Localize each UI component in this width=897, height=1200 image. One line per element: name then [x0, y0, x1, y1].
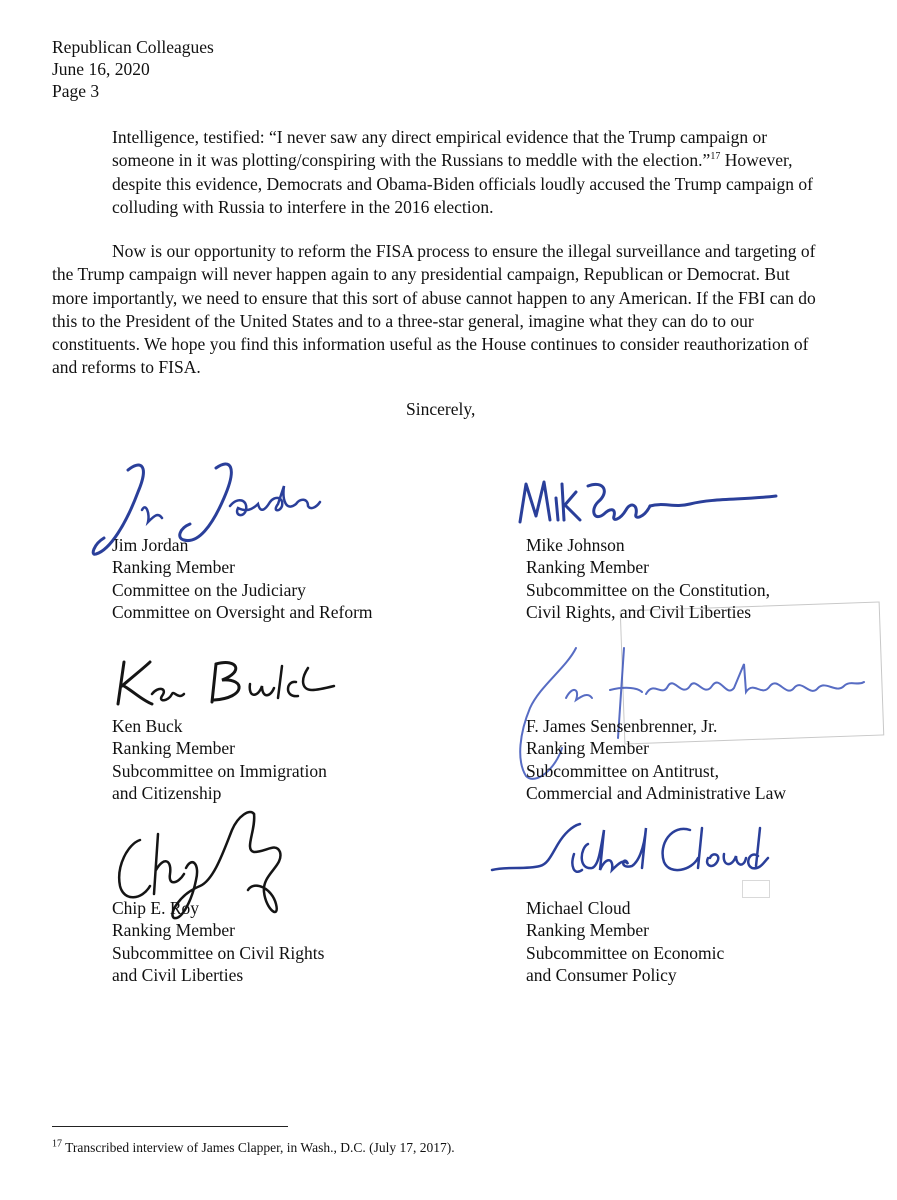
- signer-title: Ranking Member: [112, 557, 235, 578]
- letter-header: [52, 36, 214, 102]
- paragraph-text: Intelligence, testified: “I never saw any direct empirical evidence that the Trump campaign or someone in it was plotting/conspiring with the Russians to meddle with the election.”: [112, 127, 768, 171]
- ken-buck-signature: [112, 654, 342, 719]
- signer-title: Ranking Member: [112, 920, 235, 941]
- footnote-divider: [52, 1126, 288, 1127]
- signer-committee: and Civil Liberties: [112, 965, 244, 986]
- signer-name: F. James Sensenbrenner, Jr.: [526, 716, 718, 736]
- signer-name: Mike Johnson: [526, 535, 625, 555]
- signer-committee: Civil Rights, and Civil Liberties: [526, 602, 752, 623]
- signer-name: Chip E. Roy: [112, 898, 200, 918]
- signer-committee: Commercial and Administrative Law: [526, 783, 787, 804]
- recipient-line: Republican Colleagues: [52, 37, 214, 57]
- signer-block-buck: [112, 715, 327, 805]
- signer-committee: Subcommittee on Immigration: [112, 760, 327, 781]
- signer-title: Ranking Member: [112, 738, 235, 759]
- signer-block-johnson: [526, 534, 770, 624]
- signer-name: Ken Buck: [112, 716, 183, 736]
- signer-committee: and Consumer Policy: [526, 965, 677, 986]
- signer-name: Michael Cloud: [526, 898, 631, 918]
- signer-committee: Subcommittee on the Constitution,: [526, 579, 771, 600]
- signer-committee: Subcommittee on Economic: [526, 942, 725, 963]
- page-number: Page 3: [52, 81, 100, 101]
- signer-title: Ranking Member: [526, 738, 649, 759]
- signer-title: Ranking Member: [526, 920, 649, 941]
- signer-block-roy: [112, 897, 324, 987]
- footnote-reference: 17: [710, 151, 721, 163]
- signer-committee: Subcommittee on Civil Rights: [112, 942, 325, 963]
- paragraph-text: Now is our opportunity to reform the FISA process to ensure the illegal surveillance and targeting of the Trump campaign will never happen again to any presidential campaign, Republican or Democrat. But more importantly, we need to ensure that this sort of abuse cannot happen to any American. If the FBI can do this to the President of the United States and to a three-star general, imagine what they can do to our constituents. We hope you find this information useful as the House continues to consider reauthorization of and reforms to FISA.: [52, 241, 816, 378]
- signer-title: Ranking Member: [526, 557, 649, 578]
- footnote: [52, 1140, 455, 1156]
- signer-block-jordan: [112, 534, 373, 624]
- footnote-text: Transcribed interview of James Clapper, in Wash., D.C. (July 17, 2017).: [62, 1140, 455, 1155]
- paragraph-text: However, despite this evidence, Democrats and Obama-Biden officials loudly accused the Trump campaign of colluding with Russia to interfere in the 2016 election.: [112, 150, 813, 217]
- date-line: June 16, 2020: [52, 59, 150, 79]
- paragraph-continuation: [112, 126, 832, 219]
- signer-block-sensenbrenner: [526, 715, 786, 805]
- signer-committee: and Citizenship: [112, 783, 222, 804]
- signer-committee: Committee on the Judiciary: [112, 579, 306, 600]
- signer-name: Jim Jordan: [112, 535, 189, 555]
- footnote-number: 17: [52, 1138, 62, 1150]
- signer-block-cloud: [526, 897, 724, 987]
- closing-salutation: Sincerely,: [406, 399, 476, 419]
- signer-committee: Committee on Oversight and Reform: [112, 602, 373, 623]
- signer-committee: Subcommittee on Antitrust,: [526, 760, 719, 781]
- paragraph-conclusion: [52, 240, 822, 380]
- michael-cloud-signature: [488, 814, 778, 899]
